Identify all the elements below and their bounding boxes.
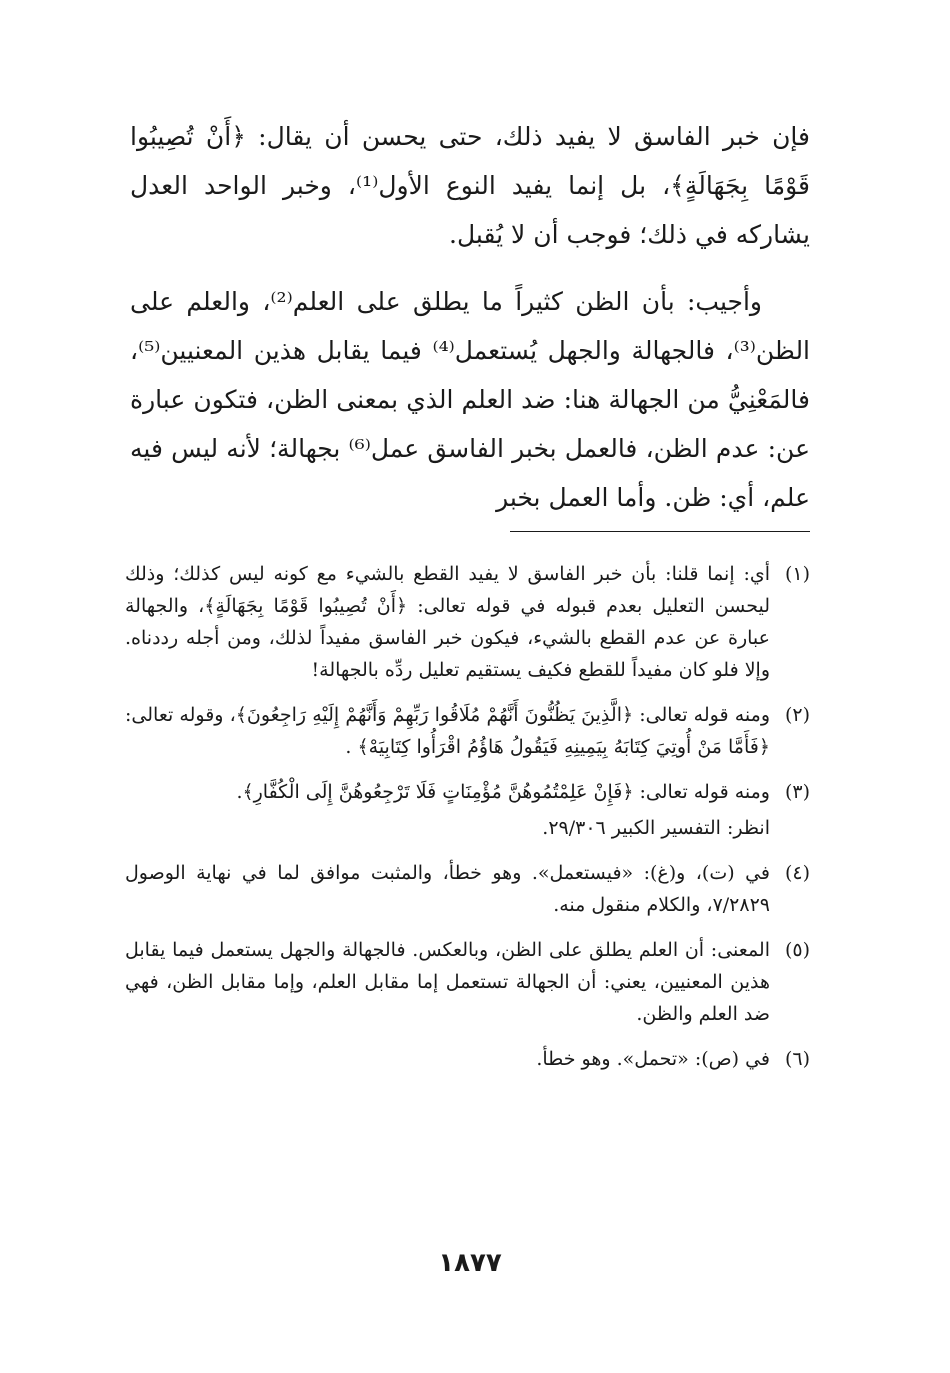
footnote-number: (٦) bbox=[784, 1048, 810, 1070]
footnote-text: في (ص): «تحمل». وهو خطأ. bbox=[536, 1048, 770, 1070]
footnote-text: المعنى: أن العلم يطلق على الظن، وبالعكس. فالجهالة والجهل يستعمل فيما يقابل هذين المعنيين، يعني: أن الجهالة تستعمل إما مقابل العلم، وإما مقابل الظن، فهي ضد العلم والظن. bbox=[125, 939, 770, 1025]
footnote-text: في (ت)، و(غ): «فيستعمل». وهو خطأ، والمثبت موافق لما في نهاية الوصول ٧/٢٨٢٩، والكلام منقول منه. bbox=[125, 862, 770, 916]
footnote-text: انظر: التفسير الكبير ٢٩/٣٠٦. bbox=[542, 817, 770, 839]
page-number: ١٨٧٧ bbox=[438, 1248, 502, 1278]
footnote-number: (٣) bbox=[784, 781, 810, 803]
footnote-3-reference bbox=[125, 812, 810, 844]
footnote-number: (٢) bbox=[784, 704, 810, 726]
footnote-text: ومنه قوله تعالى: ﴿فَإِنْ عَلِمْتُمُوهُنَّ مُؤْمِنَاتٍ فَلَا تَرْجِعُوهُنَّ إِلَى الْكُفَّارِ﴾. bbox=[236, 781, 770, 803]
footnote-text: ومنه قوله تعالى: ﴿الَّذِينَ يَظُنُّونَ أَنَّهُمْ مُلَاقُوا رَبِّهِمْ وَأَنَّهُمْ إِلَيْهِ رَاجِعُونَ﴾، وقوله تعالى: ﴿فَأَمَّا مَنْ أُوتِيَ كِتَابَهُ بِيَمِينِهِ فَيَقُولُ هَاؤُمُ اقْرَأُوا كِتَابِيَهْ﴾ . bbox=[125, 704, 770, 758]
footnote-4 bbox=[125, 857, 810, 921]
main-paragraph-2: وأجيب: بأن الظن كثيراً ما يطلق على العلم⁽²⁾، والعلم على الظن⁽³⁾، فالجهالة والجهل يُستعمل⁽⁴⁾ فيما يقابل هذين المعنيين⁽⁵⁾، فالمَعْنِيُّ من الجهالة هنا: ضد العلم الذي بمعنى الظن، فتكون عبارة عن: عدم الظن، فالعمل بخبر الفاسق عمل⁽⁶⁾ بجهالة؛ لأنه ليس فيه علم، أي: ظن. وأما العمل بخبر bbox=[130, 287, 811, 512]
footnote-number: (٤) bbox=[784, 862, 810, 884]
footnote-5 bbox=[125, 934, 810, 1030]
book-page bbox=[125, 0, 811, 1373]
footnote-number: (١) bbox=[784, 563, 810, 585]
footnote-text: أي: إنما قلنا: بأن خبر الفاسق لا يفيد القطع بالشيء مع كونه ليس كذلك؛ وذلك ليحسن التعليل بعدم قبوله في قوله تعالى: ﴿أَنْ تُصِيبُوا قَوْمًا بِجَهَالَةٍ﴾، والجهالة عبارة عن عدم القطع بالشيء، فيكون خبر الفاسق مفيداً لذلك، ومن أجله رددناه. وإلا فلو كان مفيداً للقطع فكيف يستقيم تعليل ردِّه بالجهالة! bbox=[125, 563, 770, 681]
footnote-2 bbox=[125, 699, 810, 763]
footnote-6 bbox=[125, 1043, 810, 1075]
footnote-number: (٥) bbox=[784, 939, 810, 961]
footnote-3 bbox=[125, 776, 810, 808]
main-paragraph-1: فإن خبر الفاسق لا يفيد ذلك، حتى يحسن أن يقال: ﴿أَنْ تُصِيبُوا قَوْمًا بِجَهَالَةٍ﴾، بل إنما يفيد النوع الأول⁽¹⁾، وخبر الواحد العدل يشاركه في ذلك؛ فوجب أن لا يُقبل. bbox=[130, 122, 811, 249]
main-text bbox=[130, 112, 810, 522]
footnotes bbox=[125, 558, 810, 1075]
footnote-1 bbox=[125, 558, 810, 686]
footnote-divider bbox=[510, 531, 810, 532]
